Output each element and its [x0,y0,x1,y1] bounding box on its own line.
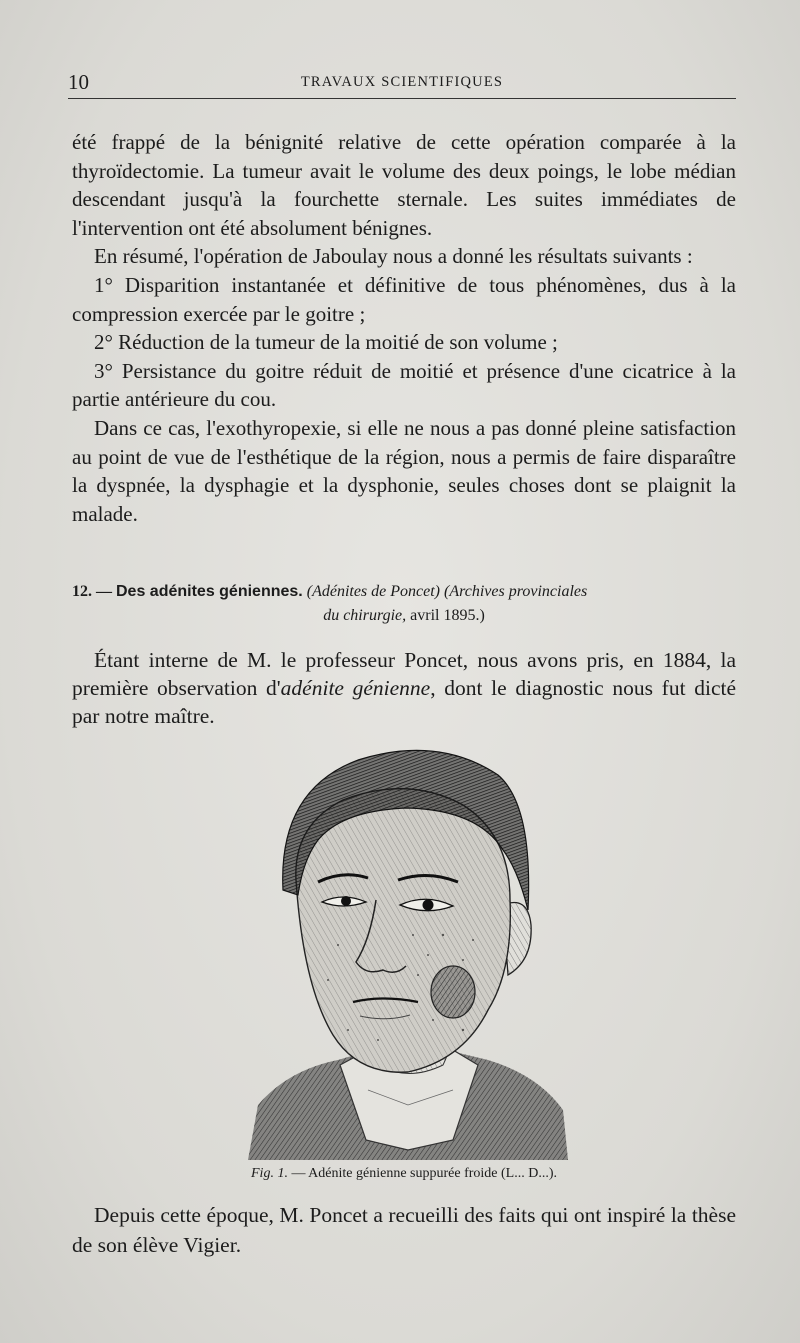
figure-caption [72,1166,736,1182]
closing-text [72,1200,736,1260]
paragraph: été frappé de la bénignité relative de cette opération comparée à la thyroïdectomie. La tumeur avait le volume des deux poings, le lobe médian descendant jusqu'à la fourchette sternale. Les suites immédiates de l'intervention ont été absolument bénignes. [72,130,736,240]
section-ref: (Adénites de Poncet) [306,583,441,600]
section-ref-line [72,604,736,628]
figure-caption-text: — Adénite génienne suppurée froide (L... D...). [291,1166,557,1181]
section-number: 12. — [72,583,112,600]
running-head: TRAVAUX SCIENTIFIQUES [300,74,504,90]
paragraph: En résumé, l'opération de Jaboulay nous a donné les résultats suivants : [94,244,693,269]
section-ref: du chirurgie, [323,607,407,624]
paragraph: 3° Persistance du goitre réduit de moitié et présence d'une cicatrice à la partie antérieure du cou. [72,358,736,412]
body-text [72,128,736,528]
emphasis: adénite génienne [280,676,431,700]
paragraph: Dans ce cas, l'exothyropexie, si elle ne nous a pas donné pleine satisfaction au point de vue de l'esthétique de la région, nous a permis de faire disparaître la dyspnée, la dysphagie et la dysphonie, seules choses dont se plaignit la malade. [72,415,736,526]
section-date: avril 1895.) [410,607,485,624]
portrait-engraving [248,730,568,1160]
figure-label: Fig. 1. [251,1166,288,1181]
section-heading [72,580,736,628]
text-run: Étant interne de M. le professeur Poncet, nous avons pris, en 1884, la première observation d' [72,648,736,700]
paragraph: 2° Réduction de la tumeur de la moitié de son volume ; [94,330,558,355]
page-header [68,68,736,99]
section-title: Des adénites géniennes. [116,583,303,600]
paragraph [72,646,736,730]
section-ref: (Archives provinciales [444,583,588,600]
portrait-illustration [248,730,568,1160]
text-run: , dont le diagnostic nous fut dicté par notre maître. [72,676,737,728]
paragraph: 1° Disparition instantanée et définitive de tous phénomènes, dus à la compression exercée par le goitre ; [72,272,736,326]
section-body [72,646,736,730]
paragraph: Depuis cette époque, M. Poncet a recueilli des faits qui ont inspiré la thèse de son élève Vigier. [72,1203,736,1257]
page-number: 10 [68,70,89,94]
